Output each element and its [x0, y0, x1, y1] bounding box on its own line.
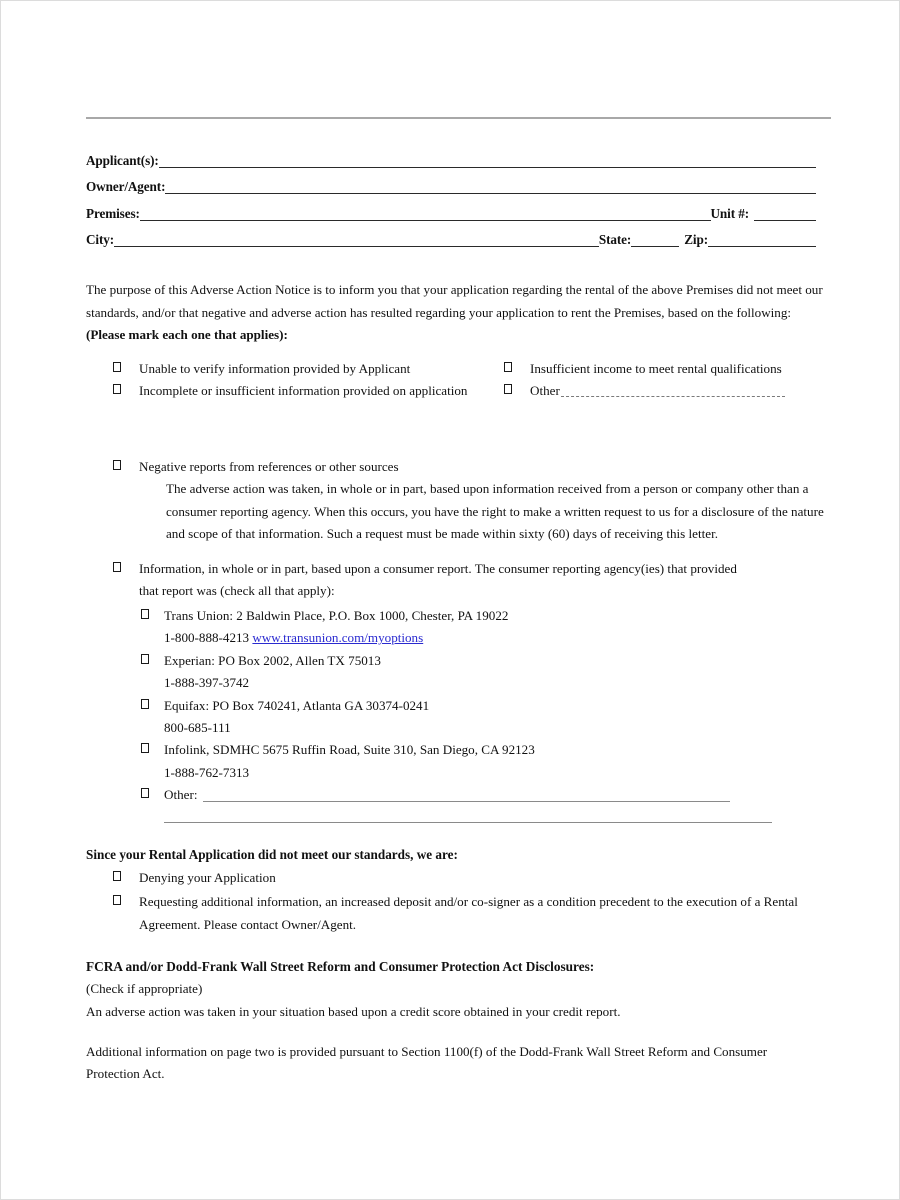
bureau-name-address: Experian: PO Box 2002, Allen TX 75013: [164, 652, 381, 668]
applicant-input-line[interactable]: [159, 154, 816, 168]
state-input-line[interactable]: [631, 233, 679, 247]
reason-options-right-column: [504, 358, 826, 403]
field-row-city-state-zip: [86, 222, 816, 249]
negative-reports-heading: Negative reports from references or other sources: [139, 459, 399, 474]
option-insufficient-income[interactable]: [504, 358, 826, 380]
bureau-other-label: Other:: [164, 787, 198, 803]
header-form-fields: [86, 142, 816, 248]
reason-options-left-column: [113, 358, 513, 403]
bureau-phone: 800-685-111: [164, 720, 231, 736]
zip-label: Zip:: [684, 232, 708, 247]
closing-paragraph: Additional information on page two is provided pursuant to Section 1100(f) of the Dodd-Frank Wall Street Reform and Consumer Protection Act.: [86, 1044, 768, 1082]
since-option-requesting-additional-info[interactable]: [86, 891, 831, 936]
option-label: Unable to verify information provided by Applicant: [139, 361, 411, 376]
premises-input-line[interactable]: [140, 207, 711, 221]
checkbox-icon[interactable]: [113, 362, 121, 372]
checkbox-icon[interactable]: [113, 871, 121, 881]
premises-label: Premises:: [86, 205, 140, 221]
credit-bureau-list: [86, 605, 826, 823]
consumer-report-block: [86, 558, 831, 603]
since-section-title: Since your Rental Application did not meet our standards, we are:: [86, 847, 458, 862]
option-label: Insufficient income to meet rental qualifications: [530, 361, 782, 376]
bureau-item-experian[interactable]: [86, 650, 826, 672]
bureau-contact-experian: [86, 672, 826, 694]
city-label: City:: [86, 232, 115, 247]
intro-bold-instruction: (Please mark each one that applies):: [86, 327, 288, 342]
zip-input-line[interactable]: [708, 233, 816, 247]
field-row-applicant: [86, 142, 816, 169]
bureau-phone: 1-888-397-3742: [164, 675, 250, 691]
bureau-name-address: Infolink, SDMHC 5675 Ruffin Road, Suite 310, San Diego, CA 92123: [164, 742, 535, 758]
bureau-name-address: Equifax: PO Box 740241, Atlanta GA 30374-0241: [164, 697, 430, 713]
fcra-section: [86, 956, 831, 1023]
bureau-phone: 1-800-888-4213: [164, 630, 250, 646]
state-label: State:: [598, 232, 632, 247]
intro-paragraph: [86, 279, 823, 347]
checkbox-icon[interactable]: [504, 384, 512, 394]
checkbox-icon[interactable]: [113, 562, 121, 572]
unit-number-label: Unit #:: [710, 205, 749, 221]
bureau-other-second-input-line[interactable]: [164, 821, 772, 823]
other-reason-input-line[interactable]: [561, 385, 785, 397]
bureau-item-other[interactable]: [86, 784, 826, 806]
option-negative-reports[interactable]: [86, 456, 826, 478]
bureau-item-equifax[interactable]: [86, 695, 826, 717]
owner-agent-label: Owner/Agent:: [86, 179, 166, 194]
option-incomplete-information[interactable]: [113, 380, 513, 402]
negative-reports-block: [86, 456, 826, 546]
option-consumer-report[interactable]: [86, 558, 831, 603]
checkbox-icon[interactable]: [141, 699, 149, 709]
checkbox-icon[interactable]: [113, 384, 121, 394]
unit-number-input-line[interactable]: [754, 207, 816, 221]
since-option-denying[interactable]: [86, 867, 831, 890]
since-option-label: Requesting additional information, an increased deposit and/or co-signer as a condition precedent to the execution of a Rental Agreement. Please contact Owner/Agent.: [139, 894, 798, 932]
fcra-check-if-appropriate: (Check if appropriate): [86, 981, 203, 997]
bureau-contact-transunion: [86, 627, 826, 649]
since-option-label: Denying your Application: [139, 869, 276, 885]
applicant-label: Applicant(s):: [86, 152, 159, 168]
owner-agent-input-line[interactable]: [165, 180, 816, 194]
intro-text: The purpose of this Adverse Action Notice is to inform you that your application regarding the rental of the above Premises did not meet our standards, and/or that negative and adverse action has resulted regarding your application to rent the Premises, based on the following:: [86, 282, 823, 320]
checkbox-icon[interactable]: [504, 362, 512, 372]
bureau-item-transunion[interactable]: [86, 605, 826, 627]
negative-reports-body: The adverse action was taken, in whole or in part, based upon information received from a person or company other than a consumer reporting agency. When this occurs, you have the right to make a written request to us for a disclosure of the nature and scope of that information. Such a request must be made within sixty (60) days of receiving this letter.: [166, 481, 824, 542]
bureau-item-infolink[interactable]: [86, 739, 826, 761]
option-other[interactable]: [504, 380, 826, 402]
checkbox-icon[interactable]: [141, 654, 149, 664]
consumer-report-line-2: that report was (check all that apply):: [139, 583, 335, 599]
checkbox-icon[interactable]: [141, 743, 149, 753]
top-horizontal-rule: [86, 117, 831, 119]
bureau-name-address: Trans Union: 2 Baldwin Place, P.O. Box 1000, Chester, PA 19022: [164, 608, 509, 623]
option-label: Incomplete or insufficient information provided on application: [139, 383, 468, 399]
bureau-contact-equifax: [86, 717, 826, 739]
city-input-line[interactable]: [114, 233, 599, 247]
bureau-contact-infolink: [86, 762, 826, 784]
bureau-phone: 1-888-762-7313: [164, 764, 250, 780]
bureau-other-input-line[interactable]: [203, 789, 730, 802]
checkbox-icon[interactable]: [141, 609, 149, 619]
bureau-website-link[interactable]: www.transunion.com/myoptions: [252, 630, 424, 646]
since-section: [86, 844, 831, 936]
consumer-report-line-1: Information, in whole or in part, based upon a consumer report. The consumer reporting agency(ies) that provided: [139, 561, 737, 576]
checkbox-icon[interactable]: [113, 460, 121, 470]
fcra-section-title: FCRA and/or Dodd-Frank Wall Street Reform and Consumer Protection Act Disclosures:: [86, 959, 595, 974]
fcra-adverse-action-note: An adverse action was taken in your situation based upon a credit score obtained in your credit report.: [86, 1003, 621, 1019]
field-row-owner-agent: [86, 169, 816, 196]
option-unable-to-verify[interactable]: [113, 358, 513, 380]
field-row-premises: [86, 195, 816, 222]
option-label: Other: [530, 383, 560, 399]
checkbox-icon[interactable]: [141, 788, 149, 798]
checkbox-icon[interactable]: [113, 895, 121, 905]
